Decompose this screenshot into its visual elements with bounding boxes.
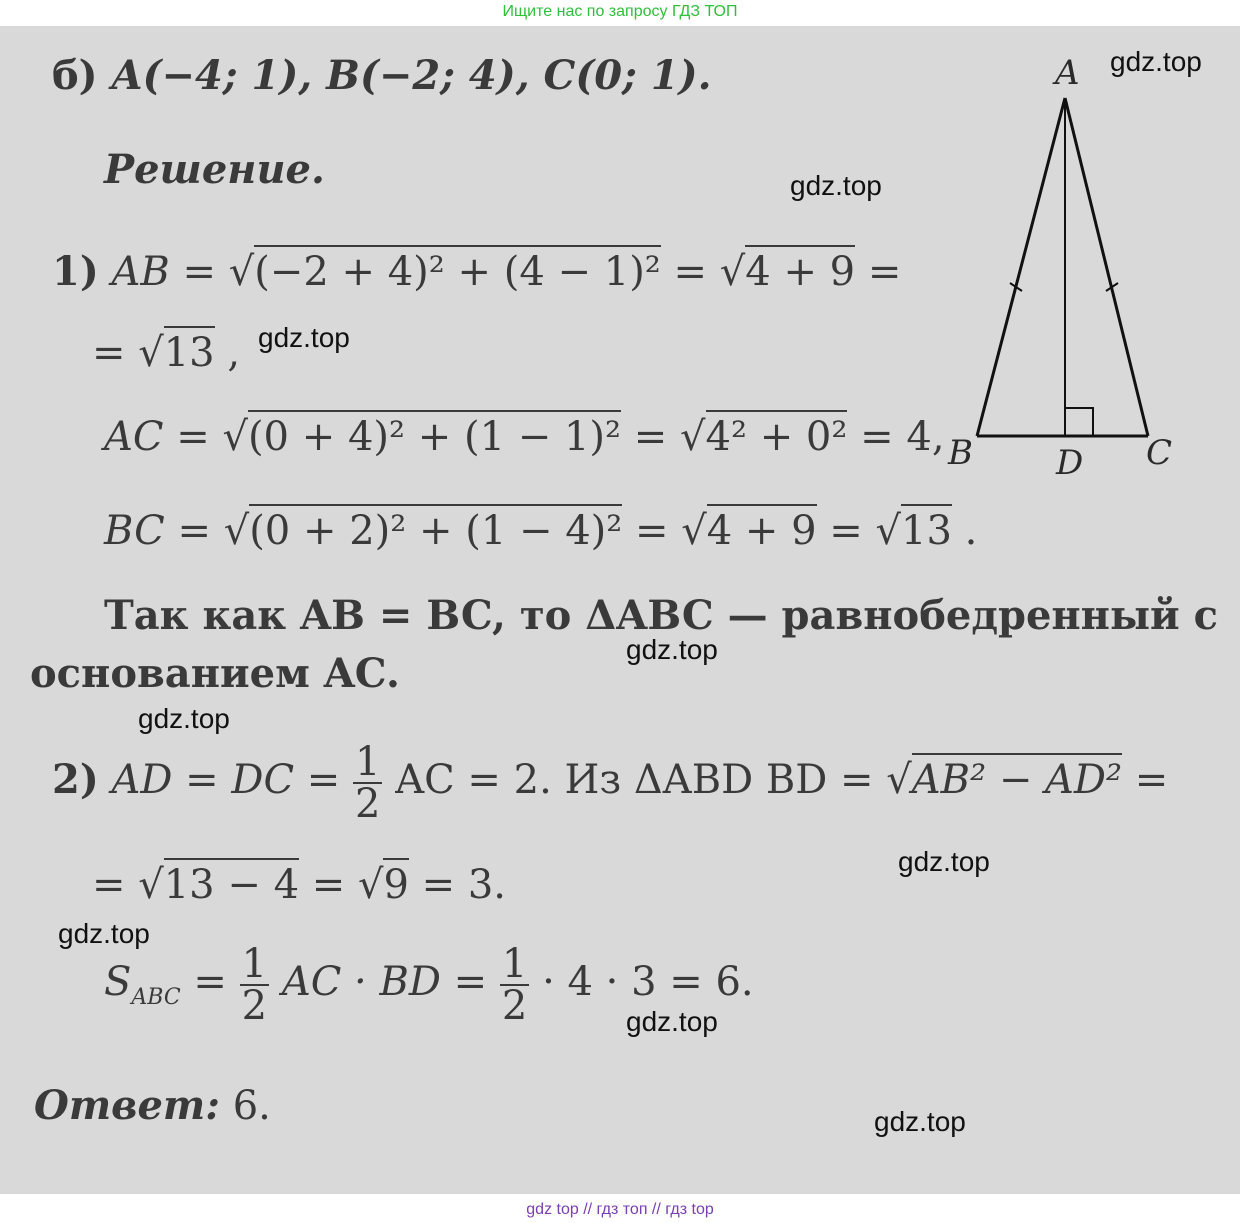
ab-radicand: (−2 + 4)² + (4 − 1)² (254, 245, 661, 295)
side-ac (1065, 98, 1148, 436)
vertex-label-d: D (1056, 443, 1084, 483)
ab-lhs: AB (111, 249, 170, 295)
ac-result: = 4, (860, 414, 945, 460)
watermark: gdz.top (138, 703, 230, 734)
area-subscript: ABC (131, 985, 181, 1010)
area-equation: $S_{ABC}$ = $\frac{1}{2}$ AC · BD = $\frac{1}{2}$ · 4 · 3 = 6. (104, 941, 754, 1029)
step2-line2-radicand: 13 − 4 (164, 858, 299, 908)
bc-radicand: (0 + 2)² + (1 − 4)² (249, 504, 622, 554)
ab-equation: 1) AB = √(−2 + 4)² + (4 − 1)² = √4 + 9 = (52, 248, 901, 295)
step2-equation: 2) AD = DC = $\frac{1}{2}$ AC = 2. Из ΔABD BD = √AB² − AD² = (52, 739, 1169, 827)
vertex-label-a: A (1055, 53, 1080, 93)
area-fraction-1 (240, 941, 269, 1029)
ab-result: 13 (164, 326, 215, 376)
conclusion-line-2: основанием AC. (30, 650, 400, 697)
area-text-b: · 4 · 3 = 6. (542, 959, 754, 1005)
area-text-a: AC · BD = (281, 959, 488, 1005)
ac-equation: AC = √(0 + 4)² + (1 − 1)² = √4² + 0² = 4, (104, 414, 945, 460)
watermark: gdz.top (898, 846, 990, 877)
answer-value: 6. (232, 1083, 271, 1129)
answer-label: Ответ: (34, 1082, 220, 1129)
bc-lhs: BC (104, 508, 165, 554)
watermark: gdz.top (874, 1106, 966, 1137)
answer-line (34, 1082, 271, 1129)
area-fraction-2 (500, 941, 529, 1029)
top-banner[interactable]: Ищите нас по запросу ГДЗ ТОП (502, 3, 738, 20)
step2-result-line: = √13 − 4 = √9 = 3. (92, 862, 506, 908)
watermark: gdz.top (790, 170, 882, 201)
problem-label: б) (52, 52, 98, 99)
ab-result-line: = √13 , (92, 330, 240, 376)
ac-radicand: (0 + 4)² + (1 − 1)² (248, 410, 621, 460)
fraction-denominator: 2 (355, 781, 381, 827)
step1-number: 1) (52, 248, 99, 295)
vertex-label-b: B (948, 433, 973, 473)
conclusion-line-1: Так как AB = BC, то ΔABC — равнобедренный с (104, 592, 1219, 639)
triangle-figure (930, 50, 1210, 490)
fraction-numerator: 1 (241, 941, 268, 987)
step2-line2-mid: 9 (383, 858, 408, 908)
bottom-banner[interactable]: gdz top // гдз топ // гдз top (526, 1201, 714, 1218)
fraction-denominator: 2 (501, 983, 528, 1029)
watermark: gdz.top (258, 322, 350, 353)
ac-lhs: AC (104, 414, 164, 460)
step2-line2-result: = 3. (421, 862, 507, 908)
bc-mid: 4 + 9 (707, 504, 817, 554)
bc-result: 13 (901, 504, 952, 554)
ac-mid: 4² + 0² (706, 410, 848, 460)
watermark: gdz.top (626, 1006, 718, 1037)
side-ab (977, 98, 1065, 436)
step2-text-b: AC = 2. Из ΔABD BD = (395, 757, 874, 803)
right-angle-mark (1065, 408, 1093, 436)
area-lhs: S (104, 959, 132, 1005)
fraction-numerator: 1 (355, 739, 381, 785)
ab-mid: 4 + 9 (745, 245, 855, 295)
one-half-fraction (353, 739, 382, 827)
step2-radicand: AB² − AD² (912, 753, 1122, 803)
problem-points: A(−4; 1), B(−2; 4), C(0; 1). (111, 52, 712, 99)
step2-text-a: AD = DC = (111, 757, 341, 803)
bc-equation: BC = √(0 + 2)² + (1 − 4)² = √4 + 9 = √13 . (104, 508, 977, 554)
fraction-numerator: 1 (501, 941, 528, 987)
watermark: gdz.top (58, 918, 150, 949)
watermark: gdz.top (626, 634, 718, 665)
watermark: gdz.top (1110, 46, 1202, 77)
step2-number: 2) (52, 756, 99, 803)
fraction-denominator: 2 (241, 983, 268, 1029)
problem-statement (52, 52, 712, 99)
vertex-label-c: C (1146, 433, 1173, 473)
solution-heading: Решение. (104, 146, 325, 193)
